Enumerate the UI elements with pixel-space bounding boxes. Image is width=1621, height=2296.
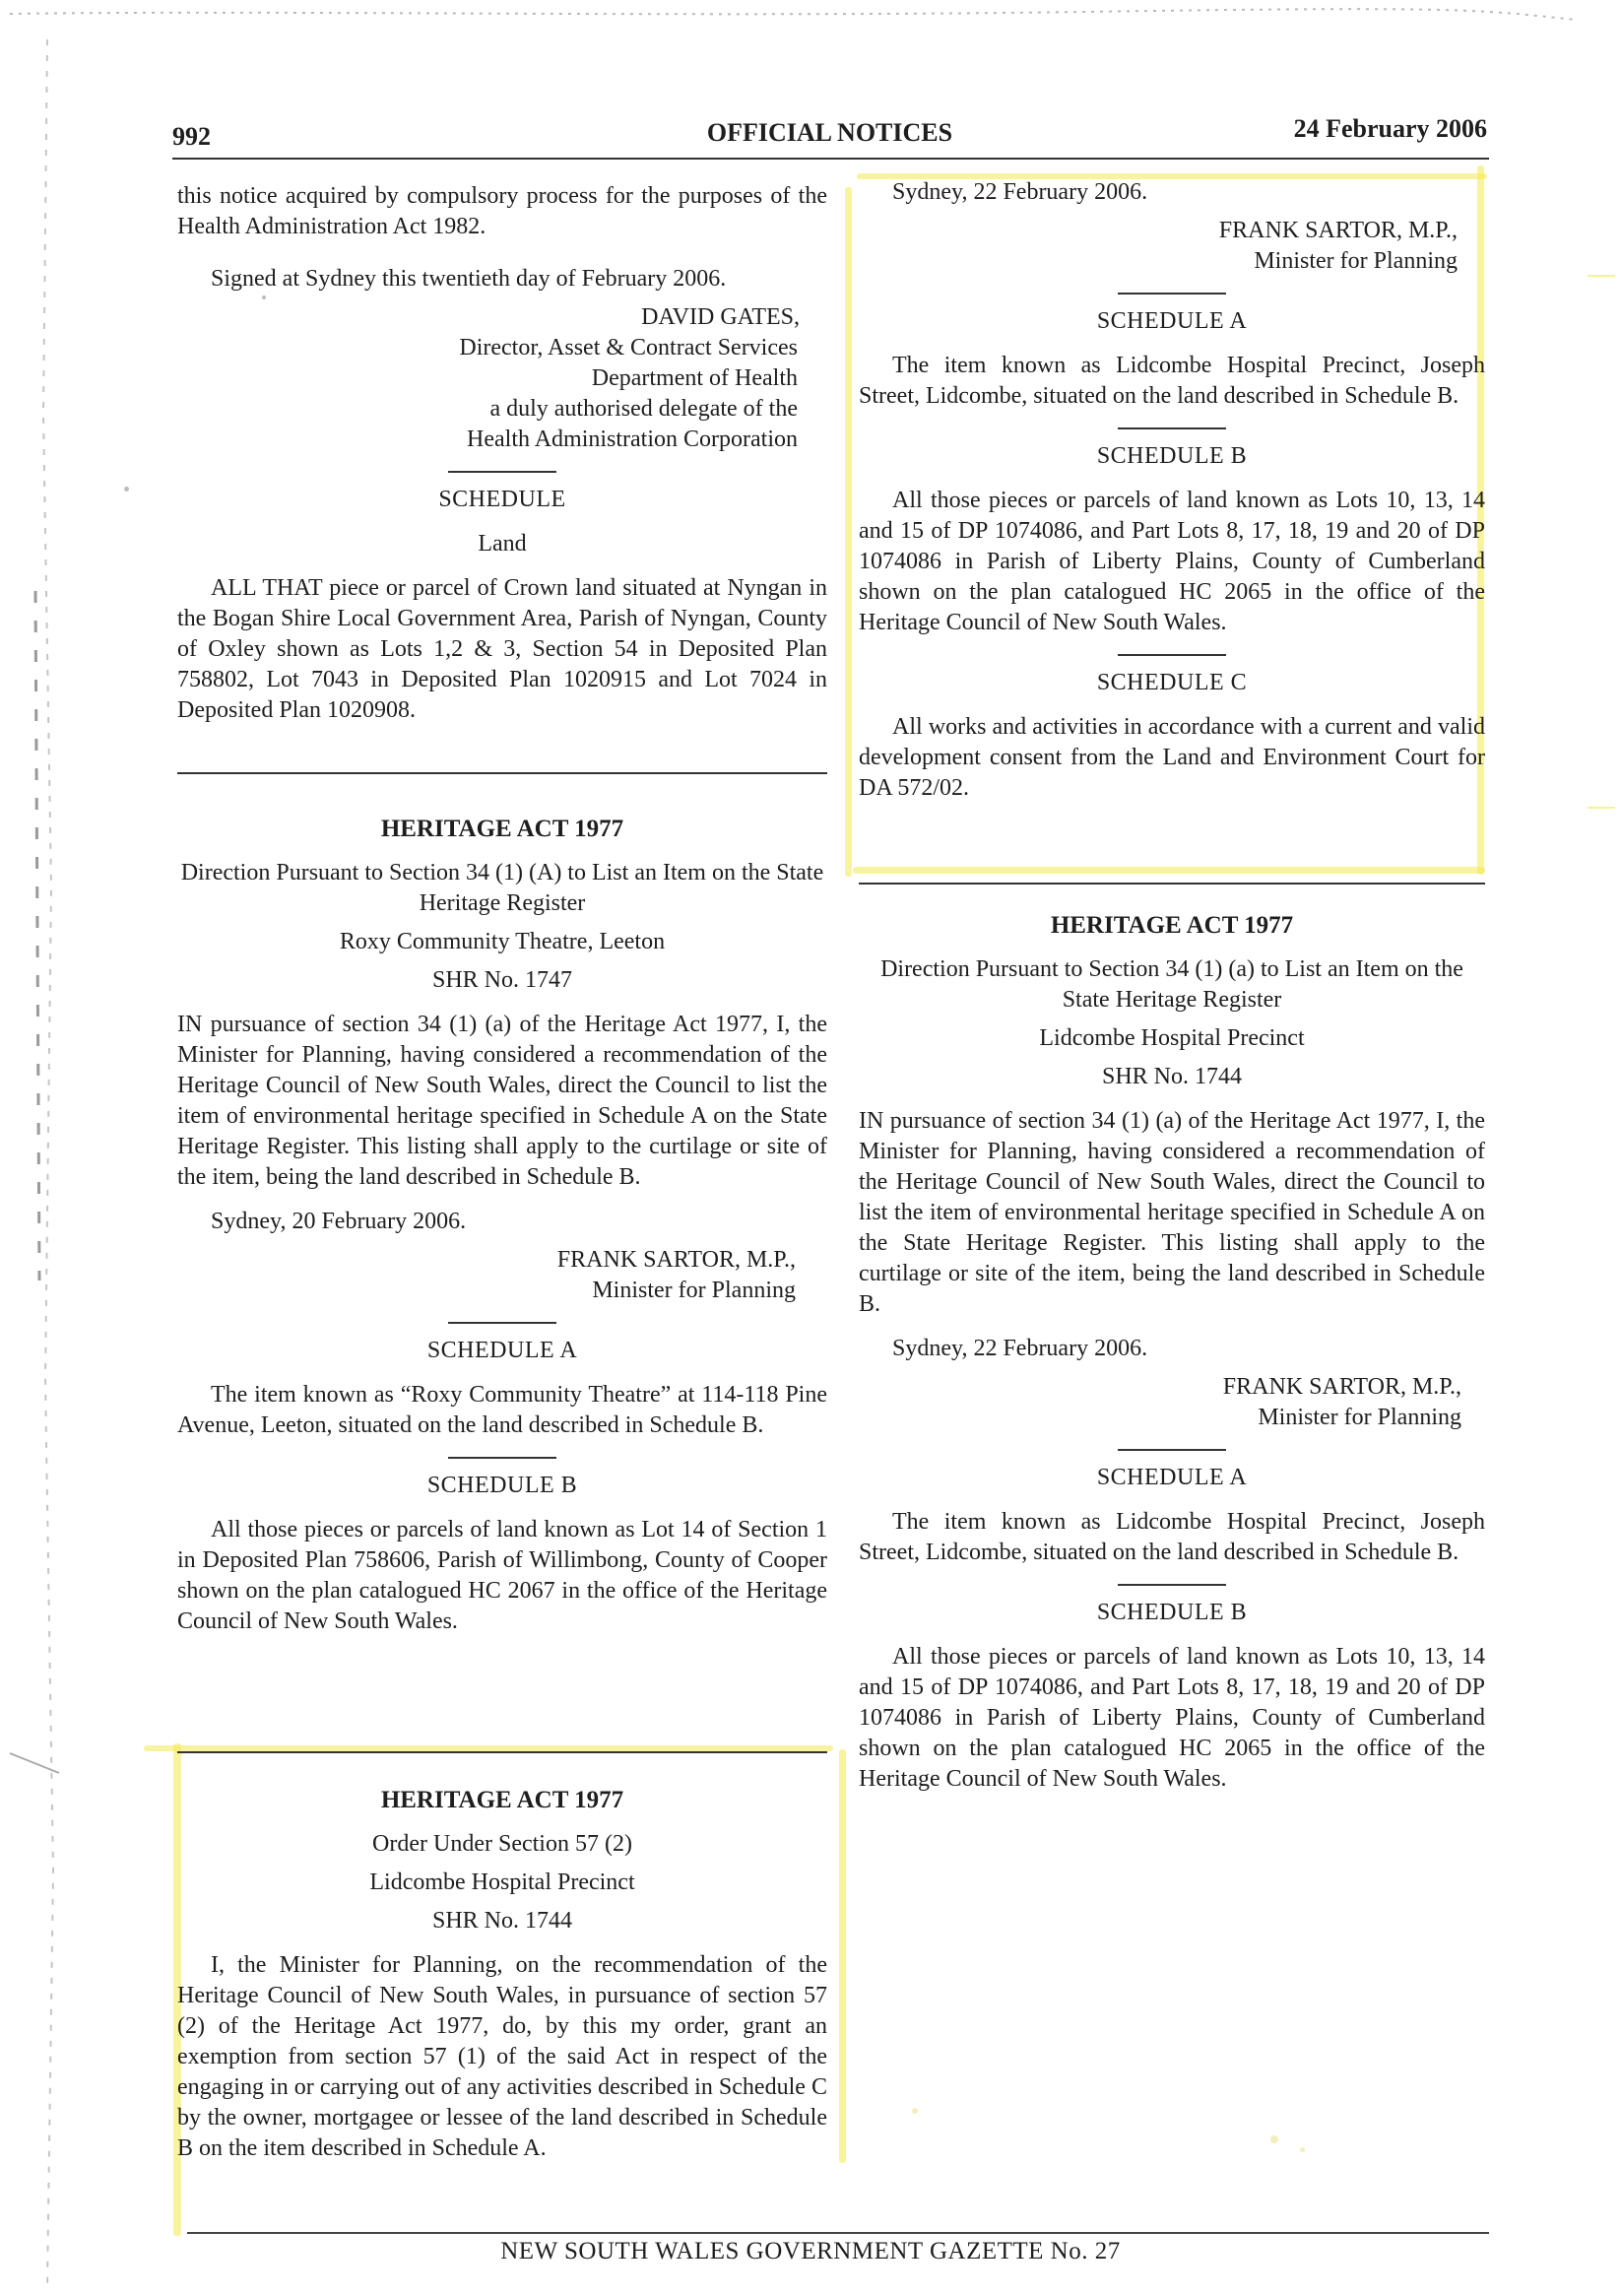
notice-item-name: Roxy Community Theatre, Leeton xyxy=(339,929,666,954)
signatory-line: a duly authorised delegate of the xyxy=(489,396,798,422)
notice-body: IN pursuance of section 34 (1) (a) of the Heritage Act 1977, I, the Minister for Planning, having considered a recommendation of the Heritage Council of New South Wales, direct the Council to list the item of environmental heritage specified in Schedule A on the State Heritage Register. This listing shall apply to the curtilage or site of the item, being the land described in Schedule B. xyxy=(177,1012,827,1190)
right-column xyxy=(859,177,1485,804)
page-header xyxy=(172,114,1487,154)
notice-dated: Sydney, 22 February 2006. xyxy=(892,1336,1148,1361)
schedule-a-heading: SCHEDULE A xyxy=(426,1338,578,1363)
notice-order: Order Under Section 57 (2) xyxy=(372,1831,632,1857)
notice-shr-number: SHR No. 1744 xyxy=(1101,1064,1243,1089)
section-divider xyxy=(1118,1584,1226,1586)
right-column-notice-listing xyxy=(859,910,1485,1795)
schedule-c-text: All works and activities in accordance with a current and valid development consent from the Land and Environment Court for DA 572/02. xyxy=(859,714,1485,801)
signatory-line: Director, Asset & Contract Services xyxy=(459,335,798,361)
section-divider xyxy=(1118,1449,1226,1451)
schedule-a-heading: SCHEDULE A xyxy=(1096,1465,1248,1490)
signatory-line: Health Administration Corporation xyxy=(467,426,798,452)
notice-health-land xyxy=(177,181,827,726)
minister-title: Minister for Planning xyxy=(592,1278,796,1303)
notice-dated: Sydney, 22 February 2006. xyxy=(892,179,1148,205)
schedule-a-heading: SCHEDULE A xyxy=(1096,308,1248,334)
notice-title: HERITAGE ACT 1977 xyxy=(380,1787,624,1813)
minister-title: Minister for Planning xyxy=(1254,248,1458,274)
header-date: 24 February 2006 xyxy=(1293,114,1487,143)
schedule-b-text: All those pieces or parcels of land known as Lot 14 of Section 1 in Deposited Plan 758606, Parish of Willimbong, County of Cooper shown on the plan catalogued HC 2067 in the office of the Heritage Council of New South Wales. xyxy=(177,1517,827,1634)
schedule-b-text: All those pieces or parcels of land known as Lots 10, 13, 14 and 15 of DP 1074086, and Part Lots 8, 17, 18, 19 and 20 of DP 1074086 in Parish of Liberty Plains, County of Cumberland shown on the plan catalogued HC 2065 in the office of the Heritage Council of New South Wales. xyxy=(859,1644,1485,1792)
notice-shr-number: SHR No. 1744 xyxy=(431,1908,573,1934)
schedule-c-heading: SCHEDULE C xyxy=(1096,670,1248,695)
notice-item-name: Lidcombe Hospital Precinct xyxy=(1039,1025,1305,1051)
page-footer: NEW SOUTH WALES GOVERNMENT GAZETTE No. 27 xyxy=(500,2238,1121,2264)
schedule-heading: SCHEDULE xyxy=(438,487,566,512)
notice-separator-right xyxy=(859,883,1485,885)
notice-direction: Direction Pursuant to Section 34 (1) (a) to List an Item on the State Heritage Register xyxy=(880,956,1463,1013)
page-number: 992 xyxy=(172,122,211,151)
schedule-a-text: The item known as Lidcombe Hospital Precinct, Joseph Street, Lidcombe, situated on the land described in Schedule B. xyxy=(859,1509,1485,1565)
notice-separator-left-1 xyxy=(177,772,827,774)
header-rule xyxy=(172,158,1489,160)
minister-name: FRANK SARTOR, M.P., xyxy=(556,1247,796,1273)
notice-lidcombe-listing xyxy=(859,910,1485,1795)
minister-title: Minister for Planning xyxy=(1258,1405,1461,1430)
signatory-block xyxy=(177,302,827,455)
schedule-b-heading: SCHEDULE B xyxy=(1096,1600,1248,1625)
notice-separator-left-2 xyxy=(177,1751,827,1753)
notice-roxy-theatre xyxy=(177,814,827,1637)
footer-rule xyxy=(187,2232,1489,2234)
schedule-a-text: The item known as Lidcombe Hospital Precinct, Joseph Street, Lidcombe, situated on the land described in Schedule B. xyxy=(859,353,1485,409)
notice-body: I, the Minister for Planning, on the recommendation of the Heritage Council of New South Wales, in pursuance of section 57 (2) of the Heritage Act 1977, do, by this my order, grant an exemption from section 57 (1) of the said Act in respect of the engaging in or carrying out of any activities described in Schedule C by the owner, mortgagee or lessee of the land described in Schedule B on the item described in Schedule A. xyxy=(177,1952,827,2161)
schedule-subheading: Land xyxy=(478,531,527,557)
left-column-notice-roxy xyxy=(177,814,827,1637)
notice-body: IN pursuance of section 34 (1) (a) of the Heritage Act 1977, I, the Minister for Planning, having considered a recommendation of the Heritage Council of New South Wales, direct the Council to list the item of environmental heritage specified in Schedule A on the State Heritage Register. This listing shall apply to the curtilage or site of the item, being the land described in Schedule B. xyxy=(859,1108,1485,1317)
schedule-b-text: All those pieces or parcels of land known as Lots 10, 13, 14 and 15 of DP 1074086, and Part Lots 8, 17, 18, 19 and 20 of DP 1074086 in Parish of Liberty Plains, County of Cumberland shown on the plan catalogued HC 2065 in the office of the Heritage Council of New South Wales. xyxy=(859,488,1485,635)
highlight-top-right-bottom xyxy=(853,867,1485,874)
notice-intro: this notice acquired by compulsory process for the purposes of the Health Administration Act 1982. xyxy=(177,183,827,239)
header-title: OFFICIAL NOTICES xyxy=(706,118,953,147)
notice-title: HERITAGE ACT 1977 xyxy=(1050,912,1294,939)
left-column xyxy=(177,181,827,726)
notice-item-name: Lidcombe Hospital Precinct xyxy=(369,1870,635,1895)
notice-lidcombe-order-continued xyxy=(859,177,1485,804)
section-divider xyxy=(1118,427,1226,429)
schedule-b-heading: SCHEDULE B xyxy=(1096,443,1248,469)
notice-shr-number: SHR No. 1747 xyxy=(431,967,573,993)
highlight-bottom-left-right xyxy=(839,1749,846,2163)
highlight-top-right-left xyxy=(845,187,852,877)
section-divider xyxy=(448,471,556,473)
notice-direction: Direction Pursuant to Section 34 (1) (A) to List an Item on the State Heritage Register xyxy=(180,860,824,916)
schedule-text: ALL THAT piece or parcel of Crown land situated at Nyngan in the Bogan Shire Local Government Area, Parish of Nyngan, County of Oxley shown as Lots 1,2 & 3, Section 54 in Deposited Plan 758802, Lot 7043 in Deposited Plan 1020915 and Lot 7024 in Deposited Plan 1020908. xyxy=(177,575,827,723)
section-divider xyxy=(448,1322,556,1324)
schedule-a-text: The item known as “Roxy Community Theatre” at 114-118 Pine Avenue, Leeton, situated on the land described in Schedule B. xyxy=(177,1382,827,1438)
signed-line: Signed at Sydney this twentieth day of February 2006. xyxy=(211,266,727,292)
notice-lidcombe-order xyxy=(177,1785,827,2164)
notice-dated: Sydney, 20 February 2006. xyxy=(211,1209,467,1234)
section-divider xyxy=(448,1457,556,1459)
signatory-name: DAVID GATES, xyxy=(641,304,800,330)
notice-title: HERITAGE ACT 1977 xyxy=(380,816,624,842)
left-column-notice-order xyxy=(177,1785,827,2164)
schedule-b-heading: SCHEDULE B xyxy=(426,1473,578,1498)
minister-name: FRANK SARTOR, M.P., xyxy=(1222,1374,1461,1400)
signatory-line: Department of Health xyxy=(591,365,798,391)
section-divider xyxy=(1118,293,1226,295)
section-divider xyxy=(1118,654,1226,656)
minister-name: FRANK SARTOR, M.P., xyxy=(1218,218,1458,243)
